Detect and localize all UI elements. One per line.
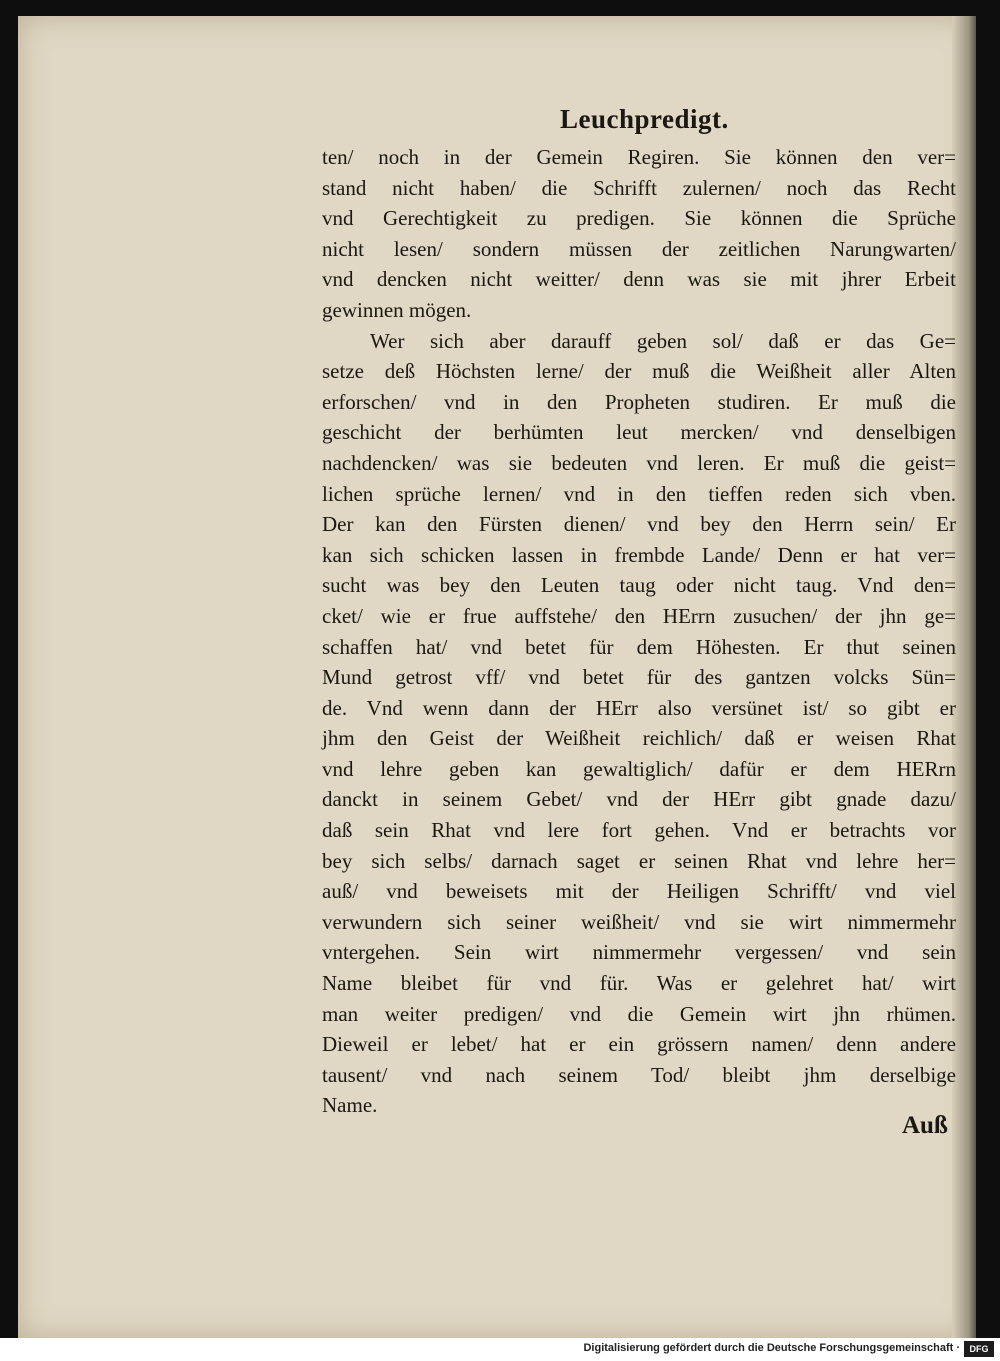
text-line: sucht was bey den Leuten taug oder nicht taug. Vnd den= [322, 573, 956, 598]
text-line: vnd dencken nicht weitter/ denn was sie mit jhrer Erbeit [322, 267, 956, 292]
text-line: stand nicht haben/ die Schrifft zulernen/ noch das Recht [322, 175, 956, 200]
text-line: Mund getrost vff/ vnd betet für des gantzen volcks Sün= [322, 665, 956, 690]
text-line: gewinnen mögen. [322, 297, 472, 322]
text-line: vnd Gerechtigkeit zu predigen. Sie können die Sprüche [322, 206, 956, 231]
text-line: de. Vnd wenn dann der HErr also versünet ist/ so gibt er [322, 695, 956, 720]
dfg-logo: DFG [964, 1341, 994, 1357]
text-line: danckt in seinem Gebet/ vnd der HErr gibt gnade dazu/ [322, 787, 956, 812]
text-line: lichen sprüche lernen/ vnd in den tieffen reden sich vben. [322, 481, 956, 506]
text-line: verwundern sich seiner weißheit/ vnd sie wirt nimmermehr [322, 909, 956, 934]
text-line: jhm den Geist der Weißheit reichlich/ daß er weisen Rhat [322, 726, 956, 751]
text-line: ten/ noch in der Gemein Regiren. Sie können den ver= [322, 145, 956, 169]
text-line: erforschen/ vnd in den Propheten studiren. Er muß die [322, 389, 956, 414]
text-line: nicht lesen/ sondern müssen der zeitlichen Narungwarten/ [322, 236, 956, 261]
text-line: schaffen hat/ vnd betet für dem Höhesten. Er thut seinen [322, 634, 956, 659]
text-line: auß/ vnd beweisets mit der Heiligen Schrifft/ vnd viel [322, 879, 956, 904]
text-line: bey sich selbs/ darnach saget er seinen Rhat vnd lehre her= [322, 848, 956, 873]
text-line: vnd lehre geben kan gewaltiglich/ dafür er dem HERrn [322, 756, 956, 781]
text-line: man weiter predigen/ vnd die Gemein wirt jhn rhümen. [322, 1001, 956, 1026]
footer-credit: Digitalisierung gefördert durch die Deutsche Forschungsgemeinschaft · [583, 1342, 960, 1354]
text-line: Dieweil er lebet/ hat er ein grössern namen/ denn andere [322, 1032, 956, 1057]
text-line: Wer sich aber darauff geben sol/ daß er das Ge= [370, 328, 956, 353]
text-block [322, 142, 956, 1121]
text-line: nachdencken/ was sie bedeuten vnd leren. Er muß die geist= [322, 450, 956, 475]
text-line: Name bleibet für vnd für. Was er gelehret hat/ wirt [322, 971, 956, 996]
text-line: tausent/ vnd nach seinem Tod/ bleibt jhm derselbige [322, 1062, 956, 1087]
text-line: Der kan den Fürsten dienen/ vnd bey den Herrn sein/ Er [322, 512, 956, 537]
running-head: Leuchpredigt. [560, 104, 729, 134]
text-line: geschicht der berhümten leut mercken/ vnd denselbigen [322, 420, 956, 445]
text-line: Name. [322, 1093, 378, 1118]
text-line: vntergehen. Sein wirt nimmermehr vergessen/ vnd sein [322, 940, 956, 965]
footer-bar [0, 1338, 1000, 1361]
text-line: setze deß Höchsten lerne/ der muß die Weißheit aller Alten [322, 359, 956, 384]
catchword: Auß [902, 1112, 948, 1139]
text-line: cket/ wie er frue auffstehe/ den HErrn zusuchen/ der jhn ge= [322, 603, 956, 628]
text-line: kan sich schicken lassen in frembde Lande/ Denn er hat ver= [322, 542, 956, 567]
text-line: daß sein Rhat vnd lere fort gehen. Vnd er betrachts vor [322, 818, 956, 843]
